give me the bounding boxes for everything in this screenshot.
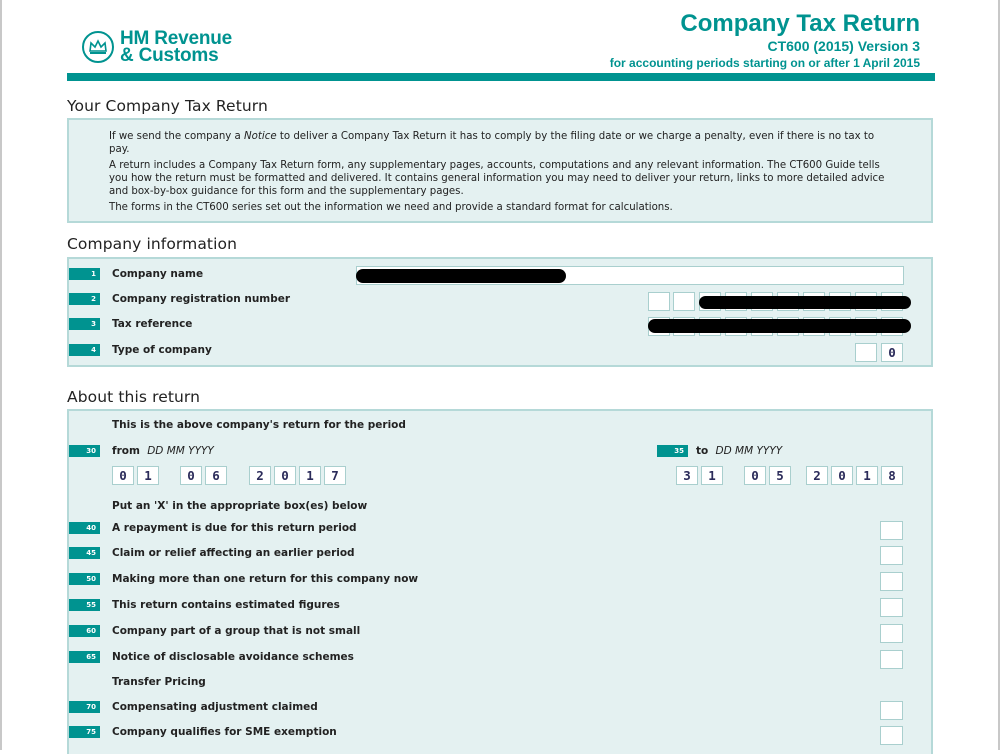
to-day-digit[interactable]: 1 bbox=[701, 466, 723, 485]
from-day-digit[interactable]: 1 bbox=[137, 466, 159, 485]
redaction-mark bbox=[699, 296, 911, 309]
checkbox-repayment-due[interactable] bbox=[880, 521, 903, 540]
from-year-digit[interactable]: 2 bbox=[249, 466, 271, 485]
reg-number-cell[interactable] bbox=[673, 292, 695, 311]
redaction-mark bbox=[356, 269, 566, 283]
to-day-digit[interactable]: 3 bbox=[676, 466, 698, 485]
crown-crest-icon bbox=[82, 31, 114, 63]
to-year-digit[interactable]: 8 bbox=[881, 466, 903, 485]
to-month-digit[interactable]: 0 bbox=[744, 466, 766, 485]
box-number: 30 bbox=[69, 445, 100, 457]
checkbox-row-45 bbox=[69, 547, 355, 559]
checkbox-avoidance-schemes[interactable] bbox=[880, 650, 903, 669]
field-registration-number bbox=[69, 293, 290, 305]
company-info-panel bbox=[67, 257, 933, 367]
transfer-pricing-heading: Transfer Pricing bbox=[112, 676, 206, 688]
intro-paragraph-2: A return includes a Company Tax Return form, any supplementary pages, accounts, computations and any relevant information. The CT600 Guide tells you how the return must be formatted and delivered. It contains general information you may need to deliver your return, links to more detailed advice and box-by-box guidance for this form and the supplementary pages. bbox=[109, 160, 885, 197]
to-year-digit[interactable]: 0 bbox=[831, 466, 853, 485]
checkbox-label: Notice of disclosable avoidance schemes bbox=[112, 651, 354, 663]
section-title-your-return: Your Company Tax Return bbox=[67, 97, 268, 115]
checkbox-label: Company part of a group that is not small bbox=[112, 625, 361, 637]
box-number: 1 bbox=[69, 268, 100, 280]
box-number: 35 bbox=[657, 445, 688, 457]
checkbox-row-40 bbox=[69, 522, 357, 534]
from-day-digit[interactable]: 0 bbox=[112, 466, 134, 485]
checkbox-label: Company qualifies for SME exemption bbox=[112, 726, 337, 738]
box-number: 70 bbox=[69, 701, 100, 713]
section-title-company-info: Company information bbox=[67, 235, 238, 253]
from-month-digit[interactable]: 0 bbox=[180, 466, 202, 485]
to-label: to DD MM YYYY bbox=[696, 445, 783, 457]
checkbox-compensating-adjustment[interactable] bbox=[880, 701, 903, 720]
header-rule bbox=[67, 73, 935, 81]
box-number: 45 bbox=[69, 547, 100, 559]
box-number: 3 bbox=[69, 318, 100, 330]
period-intro: This is the above company's return for the period bbox=[112, 419, 406, 431]
type-of-company-value[interactable]: 0 bbox=[881, 343, 903, 362]
box-number: 55 bbox=[69, 599, 100, 611]
to-year-digit[interactable]: 1 bbox=[856, 466, 878, 485]
page-edge-left bbox=[0, 0, 2, 750]
to-year-digit[interactable]: 2 bbox=[806, 466, 828, 485]
about-return-panel bbox=[67, 409, 933, 754]
box-number: 50 bbox=[69, 573, 100, 585]
checkbox-label: Claim or relief affecting an earlier period bbox=[112, 547, 355, 559]
checkbox-multiple-returns[interactable] bbox=[880, 572, 903, 591]
checkbox-row-75 bbox=[69, 726, 337, 738]
checkbox-row-50 bbox=[69, 573, 418, 585]
field-type-of-company bbox=[69, 344, 212, 356]
checkbox-group-not-small[interactable] bbox=[880, 624, 903, 643]
field-label: Tax reference bbox=[112, 318, 193, 330]
field-tax-reference bbox=[69, 318, 192, 330]
checkbox-instruction: Put an 'X' in the appropriate box(es) below bbox=[112, 500, 368, 512]
box-number: 40 bbox=[69, 522, 100, 534]
field-label: Type of company bbox=[112, 344, 212, 356]
form-version: CT600 (2015) Version 3 bbox=[767, 38, 920, 54]
from-label: from DD MM YYYY bbox=[112, 445, 214, 457]
intro-paragraph-1: If we send the company a Notice to deliver a Company Tax Return it has to comply by the filing date or we charge a penalty, even if there is no tax to pay. bbox=[109, 131, 875, 155]
box-number: 65 bbox=[69, 651, 100, 663]
from-year-digit[interactable]: 7 bbox=[324, 466, 346, 485]
hmrc-logo bbox=[82, 30, 232, 64]
checkbox-row-70 bbox=[69, 701, 318, 713]
form-title: Company Tax Return bbox=[680, 10, 920, 37]
checkbox-sme-exemption[interactable] bbox=[880, 726, 903, 745]
period-to bbox=[657, 445, 782, 457]
intro-paragraph-3: The forms in the CT600 series set out the information we need and provide a standard format for calculations. bbox=[109, 202, 673, 213]
checkbox-row-65 bbox=[69, 651, 354, 663]
redaction-mark bbox=[648, 319, 911, 333]
box-number: 60 bbox=[69, 625, 100, 637]
field-company-name bbox=[69, 268, 203, 280]
box-number: 75 bbox=[69, 726, 100, 738]
form-applicability: for accounting periods starting on or after 1 April 2015 bbox=[609, 56, 920, 70]
intro-panel bbox=[67, 118, 933, 223]
checkbox-label: This return contains estimated figures bbox=[112, 599, 340, 611]
type-of-company-cell[interactable] bbox=[855, 343, 877, 362]
checkbox-row-60 bbox=[69, 625, 360, 637]
box-number: 4 bbox=[69, 344, 100, 356]
to-month-digit[interactable]: 5 bbox=[769, 466, 791, 485]
checkbox-label: Compensating adjustment claimed bbox=[112, 701, 318, 713]
form-title-block bbox=[610, 10, 920, 71]
checkbox-row-55 bbox=[69, 599, 340, 611]
from-year-digit[interactable]: 1 bbox=[299, 466, 321, 485]
checkbox-label: Making more than one return for this company now bbox=[112, 573, 419, 585]
checkbox-estimated-figures[interactable] bbox=[880, 598, 903, 617]
logo-line1: HM Revenue bbox=[120, 28, 233, 49]
reg-number-cell[interactable] bbox=[648, 292, 670, 311]
field-label: Company name bbox=[112, 268, 204, 280]
field-label: Company registration number bbox=[112, 293, 291, 305]
checkbox-earlier-period-claim[interactable] bbox=[880, 546, 903, 565]
period-from bbox=[69, 445, 214, 457]
from-year-digit[interactable]: 0 bbox=[274, 466, 296, 485]
section-title-about-return: About this return bbox=[67, 388, 201, 406]
from-month-digit[interactable]: 6 bbox=[205, 466, 227, 485]
checkbox-label: A repayment is due for this return period bbox=[112, 522, 357, 534]
box-number: 2 bbox=[69, 293, 100, 305]
logo-line2: & Customs bbox=[120, 45, 219, 66]
